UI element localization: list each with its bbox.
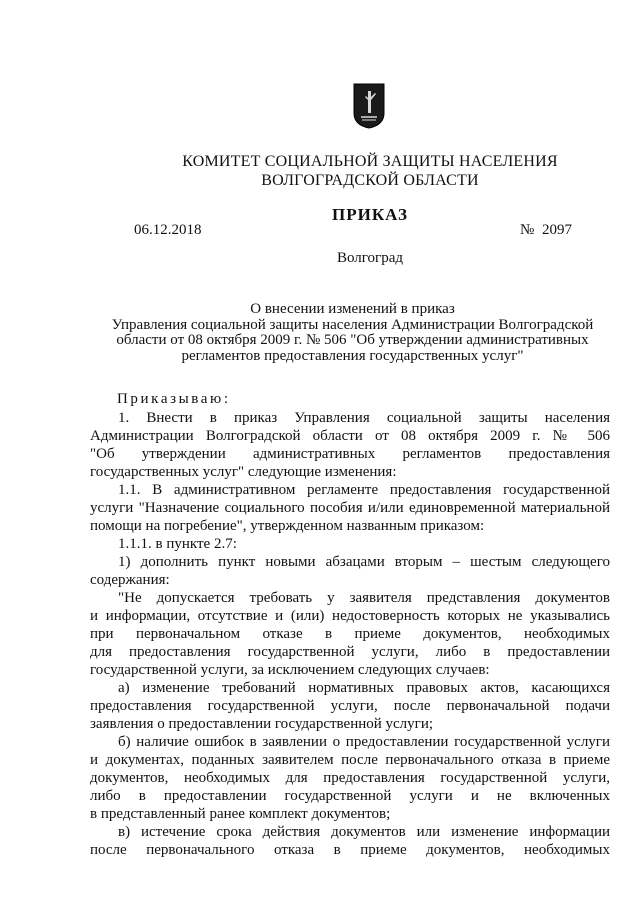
body-line: в) истечение срока действия документов или изменение информации	[118, 824, 610, 840]
body-line: при первоначальном отказе в приеме документов, необходимых	[90, 626, 610, 642]
subject-line: регламентов предоставления государственных услуг"	[181, 347, 524, 364]
body-line: б) наличие ошибок в заявлении о предоставлении государственной услуги	[118, 734, 610, 750]
body-line: документов, необходимых для предоставления государственной услуги,	[90, 770, 610, 786]
order-city: Волгоград	[336, 250, 403, 266]
body-line: государственных услуг" следующие изменения:	[90, 464, 397, 480]
body-line: после первоначального отказа в приеме документов, необходимых	[90, 842, 610, 858]
subject-line: О внесении изменений в приказ	[250, 301, 455, 317]
body-line: заявления о предоставлении государственной услуги;	[90, 716, 434, 732]
body-line: помощи на погребение", утвержденном названным приказом:	[90, 518, 485, 534]
body-line: "Не допускается требовать у заявителя представления документов	[118, 590, 610, 606]
order-body	[90, 0, 610, 905]
order-date: 06.12.2018	[134, 222, 202, 238]
body-line: содержания:	[90, 572, 170, 588]
body-line: и документах, поданных заявителем после первоначального отказа в приеме	[90, 752, 610, 768]
body-line: Приказываю:	[117, 391, 231, 407]
subject-line: Управления социальной защиты населения Администрации Волгоградской	[111, 316, 594, 333]
body-line: предоставления государственной услуги, после первоначальной подачи	[90, 698, 610, 714]
order-number: № 2097	[520, 222, 573, 238]
subject-line: области от 08 октября 2009 г. № 506 "Об утверждении административных	[116, 332, 589, 348]
body-line: Администрации Волгоградской области от 08 октября 2009 г. № 506	[90, 428, 610, 444]
body-line: в представленный ранее комплект документов;	[90, 806, 391, 822]
body-line: 1. Внести в приказ Управления социальной защиты населения	[118, 410, 610, 426]
body-line: государственной услуги, за исключением следующих случаев:	[90, 662, 490, 678]
body-line: а) изменение требований нормативных правовых актов, касающихся	[118, 680, 610, 696]
body-line: для предоставления государственной услуги, либо в предоставлении	[90, 644, 610, 660]
body-line: 1.1.1. в пункте 2.7:	[118, 536, 237, 552]
body-line: "Об утверждении административных регламентов предоставления	[90, 446, 610, 462]
body-line: и информации, отсутствие и (или) недостоверность которых не указывались	[90, 608, 610, 624]
body-line: 1) дополнить пункт новыми абзацами вторым – шестым следующего	[118, 554, 610, 570]
body-line: либо в предоставлении государственной услуги и не включенных	[90, 788, 610, 804]
body-line: 1.1. В административном регламенте предоставления государственной	[118, 482, 610, 498]
document-type-title: ПРИКАЗ	[332, 205, 408, 224]
organization-name-line2: ВОЛГОГРАДСКОЙ ОБЛАСТИ	[261, 172, 479, 189]
organization-name-line1: КОМИТЕТ СОЦИАЛЬНОЙ ЗАЩИТЫ НАСЕЛЕНИЯ	[182, 153, 558, 170]
body-line: услуги "Назначение социального пособия и/или единовременной материальной	[90, 500, 610, 516]
